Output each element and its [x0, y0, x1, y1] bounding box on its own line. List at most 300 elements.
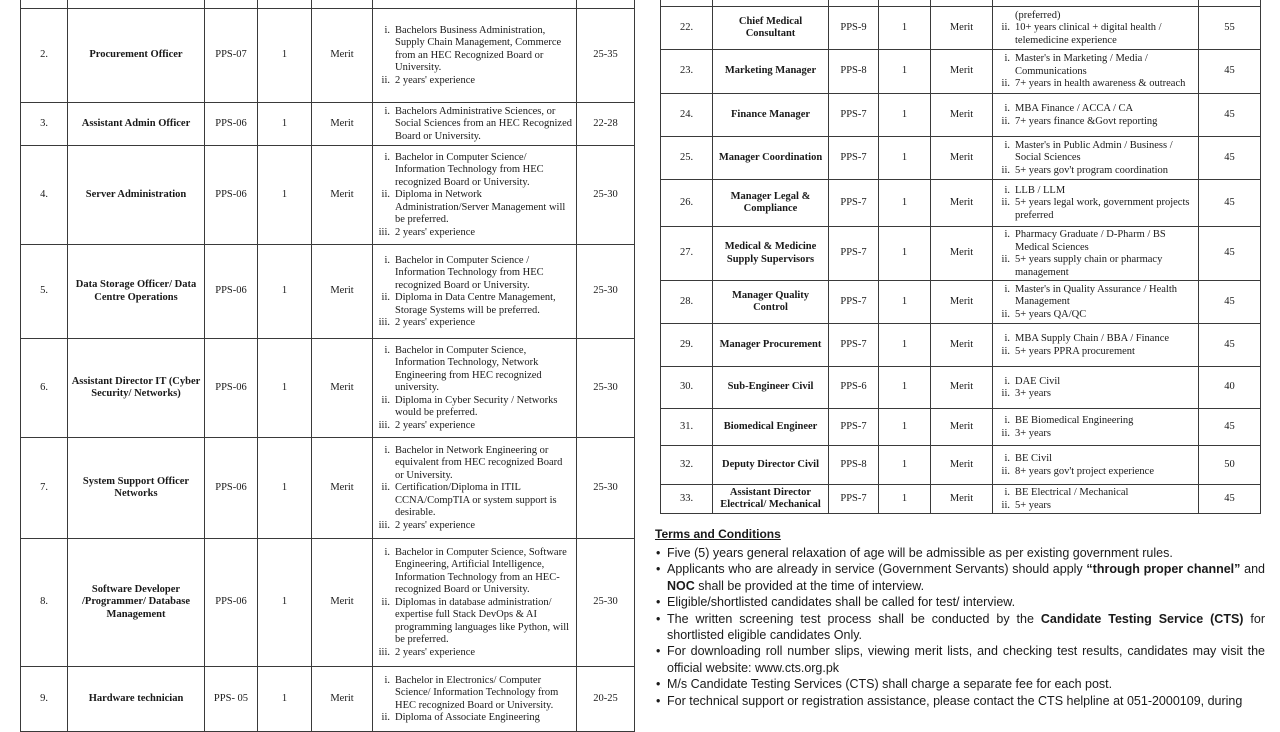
selection-basis-cell: Merit [931, 94, 993, 137]
post-count-cell: 1 [258, 667, 312, 732]
post-name-cell: Hardware technician [68, 667, 205, 732]
post-name-cell: Assistant Director Electrical/ Mechanical [713, 485, 829, 514]
qualification-cell [373, 146, 577, 245]
age-limit-cell: 45 [1199, 227, 1261, 281]
qualification-number: iii. [378, 646, 390, 658]
qualification-number: ii. [381, 292, 390, 303]
table-row [661, 7, 1261, 50]
serial-number-cell: 31. [661, 409, 713, 446]
qualification-text: LLB / LLM [1015, 184, 1066, 196]
qualification-number: ii. [1001, 308, 1010, 320]
qualification-cell [993, 50, 1199, 94]
qualification-number: ii. [1001, 115, 1010, 127]
qualification-item [377, 420, 573, 433]
qualification-item [377, 317, 573, 330]
selection-basis-cell: Merit [312, 146, 373, 245]
qualification-item [997, 78, 1195, 91]
qualification-item [377, 227, 573, 240]
serial-number-cell: 6. [21, 339, 68, 438]
selection-basis-cell: Merit [312, 103, 373, 146]
qualification-item [997, 309, 1195, 322]
post-count-cell: 1 [879, 409, 931, 446]
qualification-number: ii. [381, 189, 390, 201]
qualification-cell [993, 180, 1199, 227]
selection-basis-cell: Merit [312, 539, 373, 667]
qualification-number: ii. [1001, 388, 1010, 399]
serial-number-cell [21, 0, 68, 9]
pay-scale-cell: PPS-7 [829, 137, 879, 180]
qualification-number: i. [1004, 184, 1010, 196]
post-count-cell: 1 [879, 446, 931, 485]
qualification-item [997, 116, 1195, 129]
term-emphasis: NOC [667, 578, 695, 593]
qualification-text: Master's in Public Admin / Business / Social Sciences [1015, 139, 1173, 164]
bullet-icon: • [656, 693, 661, 708]
qualification-number: i. [1004, 53, 1010, 65]
qualification-item [377, 106, 573, 144]
left-posts-table [20, 0, 635, 732]
table-row [661, 227, 1261, 281]
qualification-number: i. [1004, 283, 1010, 295]
qualification-number: ii. [1001, 78, 1010, 90]
table-row [21, 146, 635, 245]
qualification-text: Bachelor in Network Engineering or equivalent from HEC recognized Board or University. [395, 444, 563, 481]
pay-scale-cell: PPS-06 [205, 339, 258, 438]
qualification-text: 5+ years gov't program coordination [1015, 164, 1169, 176]
post-name-cell: Finance Manager [713, 94, 829, 137]
table-row [21, 0, 635, 9]
age-limit-cell: 25-30 [577, 146, 635, 245]
qualification-number: ii. [381, 74, 390, 86]
post-name-cell: Data Storage Officer/ Data Centre Operations [68, 245, 205, 339]
qualification-item [997, 254, 1195, 279]
age-limit-cell: 22-28 [577, 103, 635, 146]
post-name-cell: Manager Quality Control [713, 281, 829, 324]
qualification-item [377, 445, 573, 483]
terms-list [655, 545, 1265, 709]
qualification-text: Bachelor in Computer Science/ Information Technology from HEC recognized Board or University. [395, 151, 544, 188]
qualification-item [377, 597, 573, 647]
qualification-cell [993, 227, 1199, 281]
age-limit-cell: 25-30 [577, 438, 635, 539]
post-name-cell: Manager Coordination [713, 137, 829, 180]
pay-scale-cell: PPS-7 [829, 281, 879, 324]
qualification-number: i. [384, 546, 390, 558]
post-count-cell: 1 [258, 438, 312, 539]
qualification-item [997, 10, 1195, 23]
serial-number-cell: 33. [661, 485, 713, 514]
qualification-number: i. [384, 24, 390, 36]
post-name-cell: Chief Medical Consultant [713, 7, 829, 50]
age-limit-cell: 45 [1199, 50, 1261, 94]
qualification-number: i. [1004, 453, 1010, 464]
qualification-number: i. [384, 674, 390, 686]
serial-number-cell: 23. [661, 50, 713, 94]
qualification-number: i. [384, 344, 390, 356]
qualification-number: iii. [378, 226, 390, 238]
post-name-cell: Manager Procurement [713, 324, 829, 367]
serial-number-cell: 8. [21, 539, 68, 667]
qualification-cell [373, 539, 577, 667]
qualification-number: ii. [1001, 254, 1010, 265]
qualification-text: Master's in Marketing / Media / Communications [1015, 53, 1148, 77]
term-text: Applicants who are already in service (Government Servants) should apply [667, 562, 1087, 577]
post-count-cell: 1 [258, 9, 312, 103]
qualification-number: i. [1004, 333, 1010, 344]
table-row [661, 485, 1261, 514]
table-row [661, 180, 1261, 227]
qualification-item [997, 22, 1195, 47]
qualification-item [997, 165, 1195, 178]
term-item [655, 643, 1265, 676]
selection-basis-cell: Merit [931, 137, 993, 180]
qualification-text: 10+ years clinical + digital health / telemedicine experience [1015, 22, 1162, 46]
selection-basis-cell: Merit [931, 227, 993, 281]
qualification-item [997, 53, 1195, 78]
qualification-text: 7+ years finance &Govt reporting [1015, 115, 1158, 127]
qualification-text: 5+ years QA/QC [1015, 308, 1087, 320]
qualification-number: iii. [378, 317, 390, 328]
qualification-item [377, 647, 573, 660]
qualification-item [997, 376, 1195, 389]
post-name-cell: Manager Legal & Compliance [713, 180, 829, 227]
post-count-cell: 1 [879, 324, 931, 367]
qualification-item [377, 675, 573, 713]
table-row [21, 103, 635, 146]
qualification-item [377, 75, 573, 88]
serial-number-cell: 22. [661, 7, 713, 50]
qualification-number: ii. [381, 712, 390, 723]
qualification-text: 5+ years supply chain or pharmacy management [1015, 254, 1163, 278]
qualification-cell [993, 7, 1199, 50]
age-limit-cell [577, 0, 635, 9]
term-item [655, 545, 1265, 561]
serial-number-cell: 2. [21, 9, 68, 103]
qualification-text: 2 years' experience [395, 74, 476, 86]
qualification-item [997, 415, 1195, 428]
post-count-cell: 1 [258, 245, 312, 339]
qualification-number: ii. [1001, 499, 1010, 511]
qualification-number: i. [1004, 229, 1010, 240]
post-name-cell [68, 0, 205, 9]
qualification-number: ii. [1001, 345, 1010, 357]
pay-scale-cell: PPS-06 [205, 146, 258, 245]
qualification-number: ii. [1001, 164, 1010, 176]
selection-basis-cell [312, 0, 373, 9]
term-text: Five (5) years general relaxation of age will be admissible as per existing government rules. [667, 546, 1173, 560]
qualification-item [997, 103, 1195, 116]
selection-basis-cell: Merit [931, 281, 993, 324]
qualification-text: Diplomas in database administration/ expertise full Stack DevOps & AI programming languages like Python, will be preferred. [395, 596, 570, 646]
post-count-cell: 1 [879, 485, 931, 514]
post-count-cell: 1 [879, 7, 931, 50]
post-name-cell: Biomedical Engineer [713, 409, 829, 446]
term-emphasis: Candidate Testing Service (CTS) [1040, 611, 1244, 626]
serial-number-cell: 29. [661, 324, 713, 367]
qualification-number: ii. [1001, 22, 1010, 34]
qualification-item [377, 482, 573, 520]
post-count-cell: 1 [258, 539, 312, 667]
table-row [21, 9, 635, 103]
pay-scale-cell: PPS-8 [829, 50, 879, 94]
serial-number-cell: 30. [661, 367, 713, 409]
qualification-item [997, 197, 1195, 222]
qualification-text: Bachelor in Computer Science / Information Technology from HEC recognized Board or University. [395, 254, 544, 291]
qualification-text: Bachelor in Computer Science, Software Engineering, Artificial Intelligence, Information Technology from an HEC-recognized Board or University. [395, 546, 567, 596]
qualification-text: Bachelor in Computer Science, Information Technology, Network Engineering from HEC recognized university. [395, 344, 542, 394]
table-row [661, 50, 1261, 94]
pay-scale-cell [205, 0, 258, 9]
selection-basis-cell: Merit [931, 50, 993, 94]
serial-number-cell: 25. [661, 137, 713, 180]
bullet-icon: • [656, 546, 661, 560]
qualification-text: (preferred) [1015, 9, 1061, 21]
qualification-text: 5+ years PPRA procurement [1015, 345, 1135, 357]
age-limit-cell: 55 [1199, 7, 1261, 50]
qualification-cell [373, 339, 577, 438]
qualification-number: i. [1004, 375, 1010, 387]
pay-scale-cell: PPS-7 [829, 180, 879, 227]
qualification-text: 2 years' experience [395, 226, 476, 238]
selection-basis-cell: Merit [312, 9, 373, 103]
qualification-number: i. [384, 444, 390, 456]
qualification-item [997, 487, 1195, 500]
qualification-item [377, 25, 573, 75]
term-text: For downloading roll number slips, viewing merit lists, and checking test results, candidates may visit the official website: www.cts.org.pk [667, 644, 1265, 675]
qualification-text: 2 years' experience [395, 317, 476, 328]
table-row [661, 324, 1261, 367]
selection-basis-cell: Merit [931, 485, 993, 514]
post-count-cell: 1 [258, 146, 312, 245]
post-count-cell: 1 [879, 281, 931, 324]
qualification-number: ii. [381, 482, 390, 494]
qualification-item [377, 292, 573, 317]
qualification-text: Bachelors Business Administration, Supply Chain Management, Commerce from an HEC Recognized Board or University. [395, 24, 562, 74]
qualification-number: ii. [1001, 197, 1010, 209]
qualification-text: 2 years' experience [395, 419, 476, 431]
term-item [655, 611, 1265, 644]
table-row [21, 339, 635, 438]
qualification-text: Master's in Quality Assurance / Health Management [1015, 283, 1177, 308]
selection-basis-cell: Merit [312, 339, 373, 438]
selection-basis-cell: Merit [931, 367, 993, 409]
qualification-cell [993, 137, 1199, 180]
bullet-icon: • [656, 611, 661, 626]
qualification-number: i. [1004, 415, 1010, 426]
qualification-item [377, 712, 573, 725]
term-item [655, 594, 1265, 610]
post-name-cell: Medical & Medicine Supply Supervisors [713, 227, 829, 281]
term-text: Eligible/shortlisted candidates shall be called for test/ interview. [667, 595, 1016, 610]
post-name-cell: Sub-Engineer Civil [713, 367, 829, 409]
post-count-cell: 1 [879, 137, 931, 180]
qualification-cell [993, 446, 1199, 485]
age-limit-cell: 45 [1199, 485, 1261, 514]
post-count-cell: 1 [879, 227, 931, 281]
qualification-cell [993, 94, 1199, 137]
age-limit-cell: 45 [1199, 137, 1261, 180]
post-count-cell: 1 [879, 367, 931, 409]
qualification-number: iii. [378, 519, 390, 531]
age-limit-cell: 45 [1199, 281, 1261, 324]
qualification-text: 5+ years legal work, government projects preferred [1015, 197, 1190, 221]
qualification-cell [373, 0, 577, 9]
age-limit-cell: 25-35 [577, 9, 635, 103]
qualification-text: 8+ years gov't project experience [1015, 465, 1155, 477]
selection-basis-cell: Merit [931, 7, 993, 50]
table-row [21, 539, 635, 667]
qualification-cell [993, 409, 1199, 446]
qualification-text: BE Electrical / Mechanical [1015, 487, 1129, 498]
age-limit-cell: 45 [1199, 94, 1261, 137]
qualification-number: ii. [381, 596, 390, 608]
qualification-item [377, 395, 573, 420]
pay-scale-cell: PPS-9 [829, 7, 879, 50]
pay-scale-cell: PPS-06 [205, 438, 258, 539]
qualification-cell [993, 485, 1199, 514]
qualification-item [377, 547, 573, 597]
serial-number-cell: 27. [661, 227, 713, 281]
age-limit-cell: 45 [1199, 324, 1261, 367]
qualification-text: Diploma in Cyber Security / Networks would be preferred. [395, 394, 558, 419]
serial-number-cell: 7. [21, 438, 68, 539]
pay-scale-cell: PPS-7 [829, 94, 879, 137]
table-row [21, 438, 635, 539]
qualification-cell [993, 367, 1199, 409]
qualification-text: MBA Supply Chain / BBA / Finance [1015, 333, 1170, 344]
qualification-item [997, 453, 1195, 466]
qualification-text: 5+ years [1015, 499, 1051, 511]
table-row [21, 667, 635, 732]
table-row [661, 446, 1261, 485]
qualification-number: i. [1004, 139, 1010, 151]
post-count-cell: 1 [879, 94, 931, 137]
qualification-cell [993, 324, 1199, 367]
qualification-cell [993, 281, 1199, 324]
qualification-text: Bachelor in Electronics/ Computer Science/ Information Technology from HEC recognized Board or University. [395, 674, 559, 711]
qualification-text: 3+ years [1015, 388, 1051, 399]
qualification-item [377, 152, 573, 190]
qualification-text: 3+ years [1015, 427, 1051, 439]
qualification-text: DAE Civil [1015, 375, 1061, 387]
pay-scale-cell: PPS-7 [829, 227, 879, 281]
post-count-cell: 1 [258, 103, 312, 146]
term-text: M/s Candidate Testing Services (CTS) shall charge a separate fee for each post. [667, 677, 1113, 692]
age-limit-cell: 50 [1199, 446, 1261, 485]
pay-scale-cell: PPS-6 [829, 367, 879, 409]
serial-number-cell: 9. [21, 667, 68, 732]
qualification-text: Pharmacy Graduate / D-Pharm / BS Medical Sciences [1015, 229, 1166, 253]
serial-number-cell: 32. [661, 446, 713, 485]
post-count-cell: 1 [879, 180, 931, 227]
selection-basis-cell: Merit [931, 409, 993, 446]
qualification-item [997, 185, 1195, 198]
pay-scale-cell: PPS-06 [205, 539, 258, 667]
qualification-number: ii. [1001, 427, 1010, 439]
qualification-text: MBA Finance / ACCA / CA [1015, 103, 1134, 114]
qualification-number: i. [384, 105, 390, 117]
table-row [661, 137, 1261, 180]
qualification-cell [373, 667, 577, 732]
qualification-item [377, 345, 573, 395]
selection-basis-cell: Merit [931, 324, 993, 367]
pay-scale-cell: PPS-06 [205, 245, 258, 339]
post-name-cell: Server Administration [68, 146, 205, 245]
selection-basis-cell: Merit [312, 245, 373, 339]
age-limit-cell: 25-30 [577, 539, 635, 667]
serial-number-cell: 4. [21, 146, 68, 245]
terms-heading: Terms and Conditions [655, 527, 781, 541]
terms-and-conditions [655, 527, 1265, 709]
age-limit-cell: 45 [1199, 180, 1261, 227]
pay-scale-cell: PPS-7 [829, 324, 879, 367]
qualification-number: ii. [381, 394, 390, 406]
serial-number-cell: 24. [661, 94, 713, 137]
age-limit-cell: 20-25 [577, 667, 635, 732]
qualification-item [997, 388, 1195, 401]
serial-number-cell: 26. [661, 180, 713, 227]
qualification-text: 2 years' experience [395, 519, 476, 531]
pay-scale-cell: PPS-7 [829, 409, 879, 446]
post-name-cell: Deputy Director Civil [713, 446, 829, 485]
qualification-text: 7+ years in health awareness & outreach [1015, 78, 1186, 90]
post-name-cell: Assistant Admin Officer [68, 103, 205, 146]
pay-scale-cell: PPS-8 [829, 446, 879, 485]
qualification-text: 2 years' experience [395, 646, 476, 658]
post-name-cell: Assistant Director IT (Cyber Security/ Networks) [68, 339, 205, 438]
bullet-icon: • [656, 562, 661, 577]
qualification-text: Diploma in Data Centre Management, Storage Systems will be preferred. [395, 292, 556, 316]
qualification-text: BE Biomedical Engineering [1015, 415, 1134, 426]
qualification-item [997, 229, 1195, 254]
post-name-cell: System Support Officer Networks [68, 438, 205, 539]
post-count-cell: 1 [879, 50, 931, 94]
qualification-item [377, 520, 573, 533]
qualification-text: Diploma of Associate Engineering [395, 712, 540, 723]
selection-basis-cell: Merit [312, 438, 373, 539]
qualification-item [377, 189, 573, 227]
post-count-cell [258, 0, 312, 9]
qualification-item [377, 255, 573, 293]
qualification-item [997, 333, 1195, 346]
selection-basis-cell: Merit [931, 180, 993, 227]
qualification-number: i. [384, 254, 390, 266]
pay-scale-cell: PPS-7 [829, 485, 879, 514]
qualification-cell [373, 245, 577, 339]
qualification-number: iii. [378, 419, 390, 431]
qualification-cell [373, 103, 577, 146]
bullet-icon: • [656, 595, 661, 610]
qualification-text: Bachelors Administrative Sciences, or Social Sciences from an HEC Recognized Board or University. [395, 105, 572, 142]
qualification-number: i. [1004, 103, 1010, 114]
age-limit-cell: 45 [1199, 409, 1261, 446]
serial-number-cell: 3. [21, 103, 68, 146]
term-text: for shortlisted eligible candidates Only. [667, 611, 1266, 643]
term-text: shall be provided at the time of interview. [694, 578, 925, 593]
table-row [661, 281, 1261, 324]
serial-number-cell: 5. [21, 245, 68, 339]
selection-basis-cell: Merit [931, 446, 993, 485]
qualification-text: Diploma in Network Administration/Server Management will be preferred. [395, 189, 566, 226]
qualification-number: i. [1004, 487, 1010, 498]
pay-scale-cell: PPS-06 [205, 103, 258, 146]
table-row [661, 94, 1261, 137]
age-limit-cell: 25-30 [577, 339, 635, 438]
pay-scale-cell: PPS-07 [205, 9, 258, 103]
qualification-item [997, 500, 1195, 513]
post-count-cell: 1 [258, 339, 312, 438]
post-name-cell: Marketing Manager [713, 50, 829, 94]
